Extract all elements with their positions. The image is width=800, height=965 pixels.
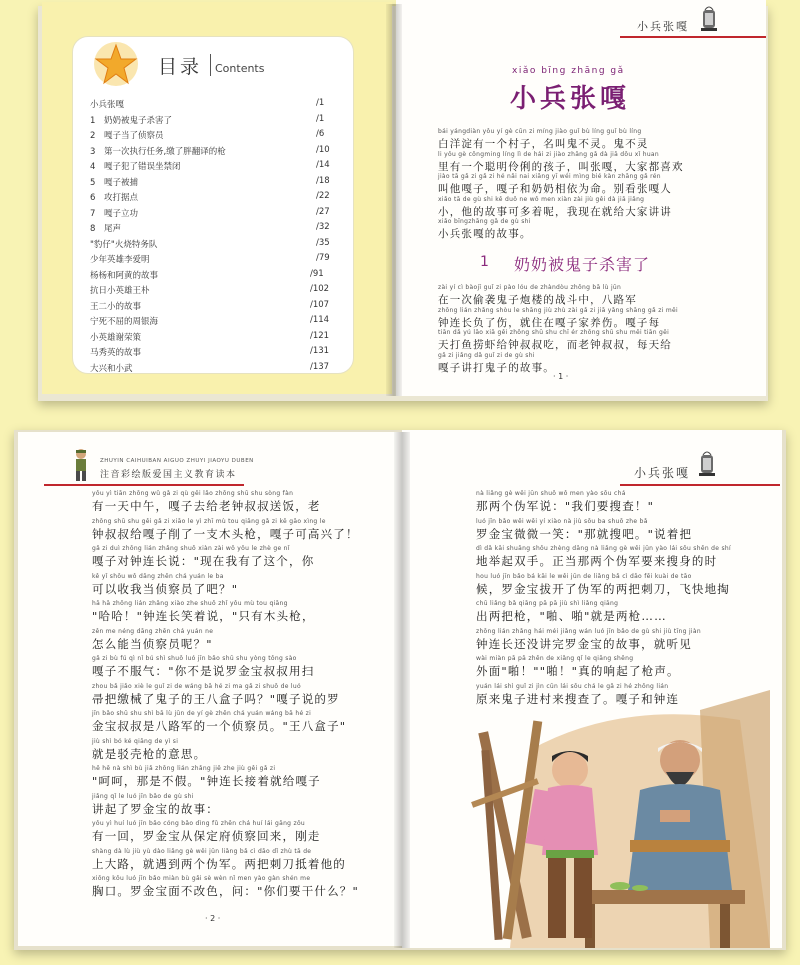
toc-item-page: /107 [310, 299, 330, 310]
toc-item-page: /1 [316, 98, 325, 108]
page-number-2: · 2 · [205, 914, 221, 923]
toc-item[interactable] [90, 299, 330, 312]
toc-item-page: /6 [316, 129, 325, 139]
hanzi-line: 小，他的故事可多着呢，我现在就给大家讲讲 [438, 205, 672, 218]
story-title-pinyin: xiǎo bīng zhāng gǎ [512, 66, 625, 76]
bottom-right-header-label: 小兵张嘎 [634, 466, 691, 480]
star-icon [88, 40, 144, 90]
text-line [476, 490, 654, 514]
pinyin-line: zhou bǎ jiǎo xiè le guǐ zi de wáng bā hé zi ma gǎ zi shuō de luó [92, 682, 301, 690]
pinyin-line: gǎ zi bù fú qì nǐ bú shì shuō luó jīn bǎo shū shu yòng tǒng sào [92, 655, 297, 662]
text-line [92, 738, 206, 762]
hanzi-line: 胸口。罗金宝面不改色，问："你们要干什么？" [92, 884, 359, 898]
hanzi-line: 候，罗金宝拔开了伪军的两把刺刀，飞快地掏 [476, 581, 730, 596]
top-right-header-label: 小兵张嘎 [637, 20, 689, 33]
text-line [438, 173, 672, 197]
toc-item-page: /131 [310, 346, 330, 356]
text-line [438, 196, 672, 220]
text-line [476, 655, 680, 679]
hanzi-line: 可以收我当侦察员了吧？" [92, 581, 239, 596]
toc-item-title: 小兵张嘎 [90, 100, 125, 110]
pinyin-line: chū liǎng bǎ qiāng pā pā jiù shì liǎng qiāng [476, 600, 619, 607]
text-line [476, 573, 730, 597]
text-line [92, 600, 315, 624]
toc-item-number: 8 [90, 224, 96, 234]
hanzi-line: 讲起了罗金宝的故事： [92, 801, 219, 816]
toc-item-page: /79 [316, 253, 330, 263]
text-line [438, 352, 555, 376]
toc-title-cn: 目录 [158, 56, 203, 78]
hanzi-line: "呵呵，那是不假。"钟连长接着就给嘎子 [92, 774, 321, 788]
text-line [92, 848, 346, 872]
toc-item-number: 7 [90, 208, 96, 219]
text-line [438, 284, 637, 308]
toc-item-page: /10 [316, 144, 330, 155]
pinyin-line: kě yǐ shōu wǒ dāng zhēn chá yuán le ba [92, 572, 224, 580]
toc-item-title: 抗日小英雄王朴 [90, 286, 150, 296]
toc-item-page: /32 [316, 222, 330, 232]
hanzi-line: 原来鬼子进村来搜查了。嘎子和钟连 [476, 691, 680, 706]
hanzi-line: 白洋淀有一个村子，名叫鬼不灵。鬼不灵 [438, 138, 649, 150]
hanzi-line: 钟叔叔给嘎子削了一支木头枪，嘎子可高兴了！ [92, 526, 359, 541]
toc-item-title: 嘎子犯了错误坐禁闭 [104, 162, 181, 172]
toc-item-number: 2 [90, 131, 96, 141]
toc-item-page: /22 [316, 191, 330, 201]
pinyin-line: gǎ zi duì zhōng lián zhǎng shuō xiàn zài wǒ yǒu le zhè ge nǐ [92, 545, 290, 552]
hanzi-line: 就是驳壳枪的意思。 [92, 746, 207, 761]
hanzi-line: 里有一个聪明伶俐的孩子，叫张嘎，大家都喜欢 [438, 160, 684, 173]
hanzi-line: 小兵张嘎的故事。 [438, 228, 532, 240]
series-pinyin: ZHUYIN CAIHUIBAN AIGUO ZHUYI JIAOYU DUBEN [100, 458, 254, 464]
pinyin-line: jiǎng qǐ le luó jīn bǎo de gù shi [92, 792, 194, 800]
toc-item-title: 第一次执行任务,缴了胖翻译的枪 [104, 146, 226, 157]
text-line [92, 573, 238, 597]
hanzi-line: 上大路，就遇到两个伪军。两把刺刀抵着他的 [92, 856, 346, 871]
toc-item-title: 杨杨和阿黄的故事 [90, 270, 159, 281]
pinyin-line: zěn me néng dāng zhēn chá yuán ne [92, 627, 214, 635]
text-line [92, 628, 213, 652]
toc-item-title: 尾声 [104, 224, 122, 234]
top-spine [386, 4, 402, 396]
text-line [92, 545, 314, 569]
hanzi-line: 外面"啪！""啪！"真的响起了枪声。 [476, 664, 680, 678]
toc-item-title: 大兴和小武 [90, 363, 133, 374]
hanzi-line: 那两个伪军说："我们要搜查！" [476, 499, 655, 513]
toc-item[interactable] [90, 315, 330, 327]
text-line [92, 518, 359, 542]
pinyin-line: xiǎo tā de gù shi kě duō ne wǒ men xiàn zài jiù gěi dà jiā jiǎng [438, 195, 645, 203]
story-title: 小兵张嘎 [510, 84, 631, 114]
toc-title-en: Contents [215, 62, 265, 75]
toc-item-title: 嘎子被捕 [104, 177, 139, 188]
pinyin-line: tiān dǎ yú lāo xiā gěi zhōng shū shu chī ér zhōng shū shu měi tiān gěi [438, 329, 670, 336]
toc-item[interactable] [90, 206, 330, 219]
toc-item[interactable] [90, 284, 330, 296]
toc-item-number: 6 [90, 193, 96, 203]
pinyin-line: yǒu yì huí luó jīn bǎo cóng bǎo dìng fǔ zhēn chá huí lái gāng zǒu [92, 820, 306, 827]
pinyin-line: yuán lái shì guǐ zi jìn cūn lái sōu chá le gǎ zi hé zhōng lián [476, 682, 669, 690]
hanzi-line: 嘎子讲打鬼子的故事。 [438, 361, 555, 374]
hanzi-line: 有一回，罗金宝从保定府侦察回来，刚走 [92, 829, 321, 843]
pinyin-line: dì dǎ kāi shuāng shǒu zhèng dāng nà liǎng gè wěi jūn yào lái sōu shēn de shí [476, 545, 731, 552]
pinyin-line: li yǒu gè cōngming líng lì de hái zi jiào zhāng gǎ dà jiā dōu xǐ huan [438, 150, 660, 158]
lantern-icon [698, 4, 720, 34]
toc-item[interactable] [90, 222, 330, 234]
toc-item[interactable] [90, 129, 325, 141]
hanzi-line: 金宝叔叔是八路军的一个侦察员。"王八盒子" [92, 719, 347, 733]
chapter-title: 奶奶被鬼子杀害了 [514, 255, 651, 274]
hanzi-line: 怎么能当侦察员呢？" [92, 636, 213, 651]
hanzi-line: 嘎子对钟连长说："现在我有了这个，你 [92, 554, 315, 568]
series-rule [44, 484, 244, 486]
text-line [476, 518, 692, 542]
toc-item[interactable] [90, 144, 330, 157]
toc-item[interactable] [90, 113, 325, 126]
toc-item-title: 奶奶被鬼子杀害了 [104, 115, 173, 126]
toc-item[interactable] [90, 237, 330, 250]
toc-item-title: 马秀英的故事 [90, 348, 142, 358]
toc-item-page: /102 [310, 284, 330, 294]
text-line [438, 329, 672, 353]
pinyin-line: yǒu yì tiān zhōng wǔ gǎ zi qù gěi lǎo zhōng shū shu sòng fàn [92, 490, 294, 497]
toc-item[interactable] [90, 330, 330, 343]
pinyin-line: jiào tā gǎ zi gǎ zi hé nǎi nai xiāng yī wéi mìng bié kàn zhāng gǎ rén [438, 173, 661, 180]
pinyin-line: luó jīn bǎo wēi wēi yí xiào nà jiù sōu ba shuō zhe bǎ [476, 517, 648, 525]
text-line [92, 710, 346, 734]
hanzi-line: 钟连长负了伤，就住在嘎子家养伤。嘎子每 [438, 316, 661, 329]
toc-item[interactable] [90, 268, 324, 281]
illustration-boy-and-old-man [470, 690, 770, 948]
pinyin-line: zhōng lián zhǎng hái méi jiǎng wán luó jīn bǎo de gù shi jiù tīng jiàn [476, 627, 701, 635]
toc-item[interactable] [90, 361, 330, 374]
text-line [476, 600, 667, 624]
hanzi-line: 叫他嘎子，嘎子和奶奶相依为命。别看张嘎人 [438, 183, 672, 195]
pinyin-line: shàng dà lù jiù yù dào liǎng gè wěi jūn liǎng bǎ cì dāo dǐ zhù tā de [92, 847, 312, 855]
chapter-number: 1 [480, 254, 489, 270]
toc-divider [210, 54, 211, 76]
pinyin-line: xiōng kǒu luó jīn bǎo miàn bù gǎi sè wèn nǐ men yào gàn shén me [92, 875, 311, 882]
text-line [92, 683, 340, 707]
toc-item[interactable] [90, 191, 330, 203]
toc-item-number: 3 [90, 146, 96, 157]
pinyin-line: jiù shì bó ké qiāng de yì si [92, 737, 179, 745]
text-line [438, 218, 532, 242]
toc-item[interactable] [90, 160, 330, 172]
toc-item-page: /137 [310, 361, 330, 372]
toc-item-title: 小英雄谢荣策 [90, 332, 142, 343]
pinyin-line: zhōng lián zhǎng shòu le shāng jiù zhù zài gǎ zi jiā yǎng shāng gǎ zi měi [438, 306, 678, 314]
text-line [92, 655, 314, 679]
header-rule [620, 36, 766, 38]
pinyin-line: xiǎo bīngzhāng gǎ de gù shi [438, 218, 531, 225]
hanzi-line: 出两把枪，"啪、啪"就是两枪…… [476, 609, 667, 623]
text-line [92, 793, 219, 817]
series-title: 注音彩绘版爱国主义教育读本 [100, 470, 237, 480]
pinyin-line: bái yángdiàn yǒu yí gè cūn zi míng jiào guǐ bù líng guǐ bù líng [438, 128, 642, 135]
pinyin-line: hou luó jīn bǎo bá kāi le wěi jūn de liǎng bǎ cì dāo fēi kuài de tāo [476, 572, 692, 580]
pinyin-line: jīn bǎo shū shu shì bā lù jūn de yí gè zhēn chá yuán wáng bā hé zi [92, 710, 312, 717]
pinyin-line: zài yí cì bàojī guǐ zi pào lóu de zhàndòu zhōng bā lù jūn [438, 284, 622, 291]
hanzi-line: 地举起双手。正当那两个伪军要来搜身的时 [476, 554, 718, 568]
hanzi-line: 钟连长还没讲完罗金宝的故事，就听见 [476, 636, 692, 651]
bottom-header-rule [620, 484, 780, 486]
text-line [438, 307, 678, 331]
toc-item-title: 王二小的故事 [90, 301, 142, 312]
toc-item-title: 攻打据点 [104, 193, 139, 203]
toc-item-number: 1 [90, 115, 96, 126]
toc-item-page: /114 [310, 315, 330, 325]
hanzi-line: 嘎子不服气："你不是说罗金宝叔叔用扫 [92, 664, 315, 678]
toc-item[interactable] [90, 253, 330, 265]
hanzi-line: "哈哈！"钟连长笑着说，"只有木头枪， [92, 609, 315, 623]
pinyin-line: zhōng shū shu gěi gǎ zi xiāo le yì zhī mù tou qiāng gǎ zi kě gāo xìng le [92, 517, 326, 525]
pinyin-line: hā hā zhōng lián zhǎng xiào zhe shuō zhǐ yǒu mù tou qiāng [92, 600, 288, 607]
text-line [92, 875, 359, 899]
text-line [92, 820, 321, 844]
toc-item-title: "豹仔"火烧特务队 [90, 239, 158, 250]
toc-item[interactable] [90, 346, 330, 358]
hanzi-line: 罗金宝微微一笑："那就搜吧。"说着把 [476, 526, 693, 541]
toc-item-page: /18 [316, 175, 330, 186]
toc-item[interactable] [90, 98, 325, 110]
page-number-1: · 1 · [553, 372, 569, 381]
toc-item-title: 宁死不屈的周银海 [90, 317, 159, 327]
toc-item-title: 嘎子当了侦察员 [104, 131, 164, 141]
text-line [476, 628, 701, 652]
toc-item-title: 嘎子立功 [104, 208, 139, 219]
pinyin-line: nà liǎng gè wěi jūn shuō wǒ men yào sōu chá [476, 490, 626, 497]
toc-item-title: 少年英雄李爱明 [90, 255, 150, 265]
pinyin-line: wài miàn pā pā zhēn de xiǎng qǐ le qiāng shēng [476, 655, 634, 662]
toc-item-page: /1 [316, 113, 325, 124]
toc-item-page: /121 [310, 330, 330, 341]
toc-item-number: 4 [90, 162, 96, 172]
toc-item-page: /27 [316, 206, 330, 217]
text-line [476, 545, 731, 569]
pinyin-line: gǎ zi jiǎng dǎ guǐ zi de gù shi [438, 351, 535, 359]
hanzi-line: 在一次偷袭鬼子炮楼的战斗中，八路军 [438, 294, 637, 306]
toc-item-page: /14 [316, 160, 330, 170]
toc-item-number: 5 [90, 177, 96, 188]
hanzi-line: 天打鱼捞虾给钟叔叔吃，而老钟叔叔，每天给 [438, 339, 672, 351]
lantern-icon [696, 448, 718, 480]
text-line [92, 490, 321, 514]
hanzi-line: 有一天中午，嘎子去给老钟叔叔送饭，老 [92, 499, 321, 513]
toc-item-page: /35 [316, 237, 330, 248]
bottom-spine [394, 432, 410, 948]
soldier-icon [70, 448, 92, 482]
pinyin-line: hē hē nà shì bù jiǎ zhōng lián zhǎng jiē zhe jiù gěi gǎ zi [92, 765, 276, 772]
text-line [438, 151, 684, 175]
hanzi-line: 帚把缴械了鬼子的王八盒子吗？"嘎子说的罗 [92, 691, 340, 706]
text-line [92, 765, 321, 789]
toc-item-page: /91 [310, 268, 324, 279]
toc-item[interactable] [90, 175, 330, 188]
text-line [438, 128, 649, 152]
